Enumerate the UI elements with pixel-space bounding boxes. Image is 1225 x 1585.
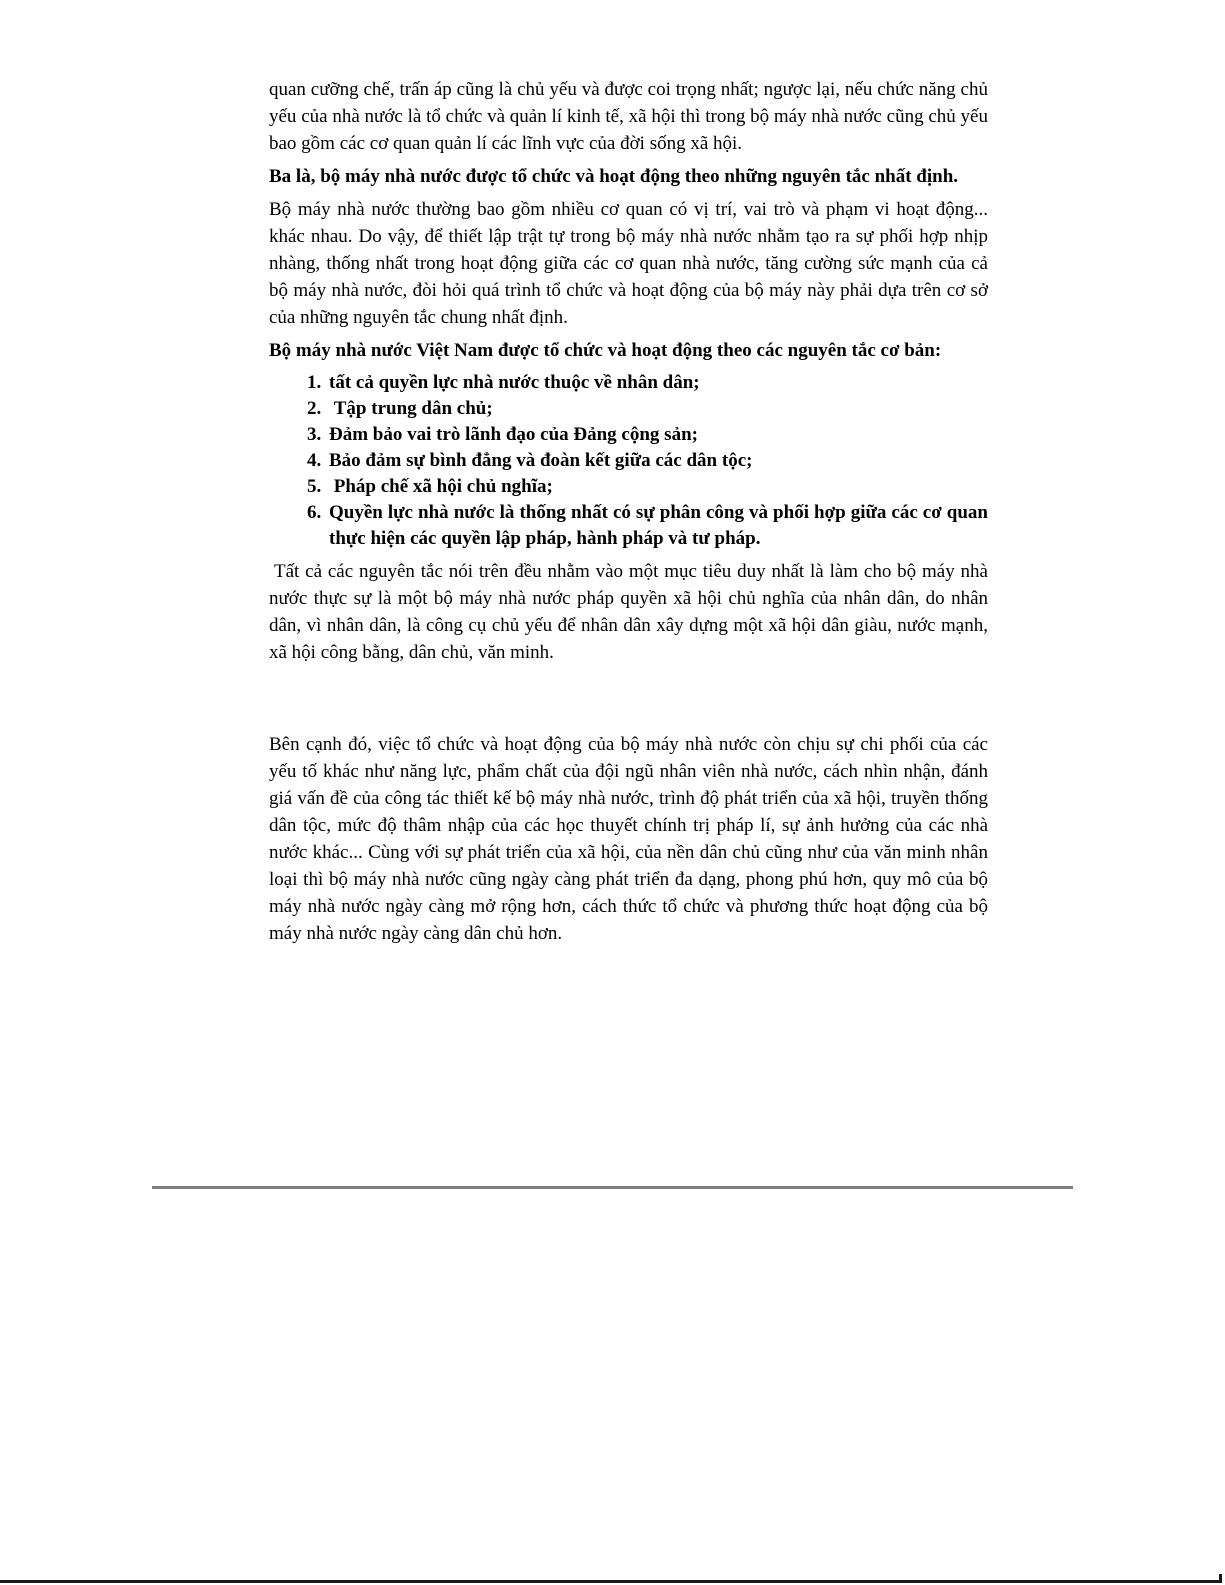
principle-item-5: 5. Pháp chế xã hội chủ nghĩa; xyxy=(326,474,988,500)
page-bottom-border xyxy=(0,1580,1222,1583)
principle-item-3: 3. Đảm bảo vai trò lãnh đạo của Đảng cộng sản; xyxy=(326,422,988,448)
principle-item-6: 6. Quyền lực nhà nước là thống nhất có sự phân công và phối hợp giữa các cơ quan thực hiện các quyền lập pháp, hành pháp và tư pháp. xyxy=(326,500,988,552)
paragraph-apparatus-structure: Bộ máy nhà nước thường bao gồm nhiều cơ quan có vị trí, vai trò và phạm vi hoạt động... khác nhau. Do vậy, để thiết lập trật tự trong bộ máy nhà nước nhằm tạo ra sự phối hợp nhịp nhàng, thống nhất trong hoạt động giữa các cơ quan nhà nước, tăng cường sức mạnh của cả bộ máy nhà nước, đòi hỏi quá trình tổ chức và hoạt động của bộ máy này phải dựa trên cơ sở của những nguyên tắc chung nhất định. xyxy=(269,199,988,328)
principle-item-1: 1. tất cả quyền lực nhà nước thuộc về nhân dân; xyxy=(326,370,988,396)
principles-list xyxy=(269,370,988,552)
paragraph-coercion: quan cưỡng chế, trấn áp cũng là chủ yếu và được coi trọng nhất; ngược lại, nếu chức năng chủ yếu của nhà nước là tổ chức và quản lí kinh tế, xã hội thì trong bộ máy nhà nước cũng chủ yếu bao gồm các cơ quan quản lí các lĩnh vực của đời sống xã hội. xyxy=(269,79,988,154)
horizontal-rule xyxy=(152,1186,1073,1189)
principle-item-2: 2. Tập trung dân chủ; xyxy=(326,396,988,422)
paragraph-influences: Bên cạnh đó, việc tổ chức và hoạt động của bộ máy nhà nước còn chịu sự chi phối của các yếu tố khác như năng lực, phẩm chất của đội ngũ nhân viên nhà nước, cách nhìn nhận, đánh giá vấn đề của công tác thiết kế bộ máy nhà nước, trình độ phát triển của xã hội, truyền thống dân tộc, mức độ thâm nhập của các học thuyết chính trị pháp lí, sự ảnh hưởng của các nhà nước khác... Cùng với sự phát triển của xã hội, của nền dân chủ cũng như của văn minh nhân loại thì bộ máy nhà nước cũng ngày càng phát triển đa dạng, phong phú hơn, quy mô của bộ máy nhà nước ngày càng mở rộng hơn, cách thức tổ chức và phương thức hoạt động của bộ máy nhà nước ngày càng dân chủ hơn. xyxy=(269,734,988,944)
heading-principles: Bộ máy nhà nước Việt Nam được tổ chức và hoạt động theo các nguyên tắc cơ bản: xyxy=(269,340,942,361)
document-body-text xyxy=(269,76,988,953)
page-bottom-border-tick xyxy=(1219,1574,1222,1583)
paragraph-principles-goal: Tất cả các nguyên tắc nói trên đều nhằm vào một mục tiêu duy nhất là làm cho bộ máy nhà nước thực sự là một bộ máy nhà nước pháp quyền xã hội chủ nghĩa của nhân dân, do nhân dân, vì nhân dân, là công cụ chủ yếu để nhân dân xây dựng một xã hội dân giàu, nước mạnh, xã hội công bằng, dân chủ, văn minh. xyxy=(269,561,988,663)
heading-ba-la: Ba là, bộ máy nhà nước được tổ chức và hoạt động theo những nguyên tắc nhất định. xyxy=(269,166,959,187)
principle-item-4: 4. Bảo đảm sự bình đẳng và đoàn kết giữa các dân tộc; xyxy=(326,448,988,474)
